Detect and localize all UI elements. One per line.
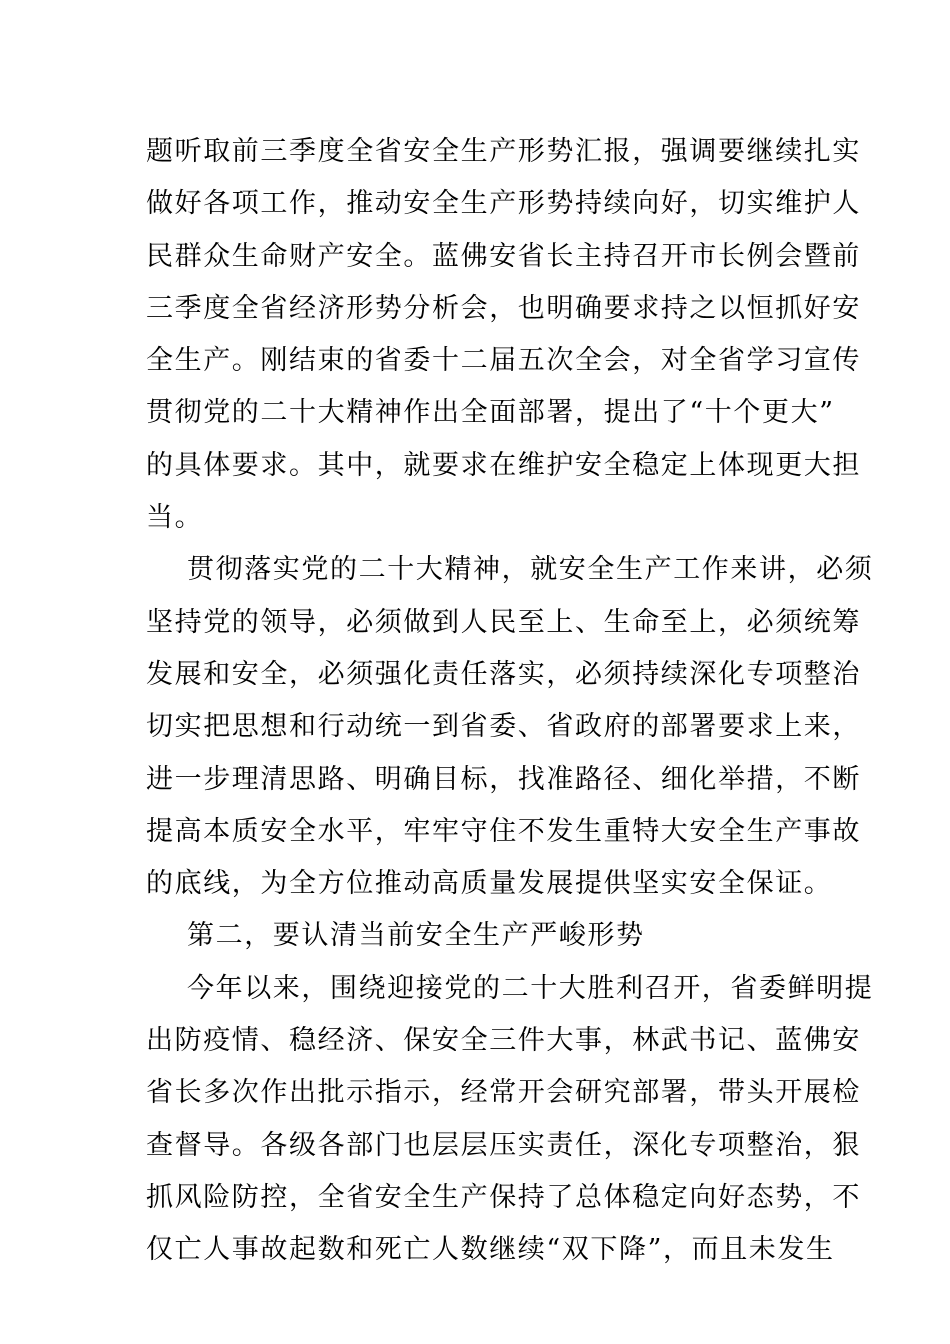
paragraph-1-line-2: 做好各项工作，推动安全生产形势持续向好，切实维护人 bbox=[146, 188, 861, 220]
paragraph-3-line-6: 仅亡人事故起数和死亡人数继续“双下降”，而且未发生 bbox=[146, 1234, 835, 1266]
paragraph-1-line-4: 三季度全省经济形势分析会，也明确要求持之以恒抓好安 bbox=[146, 292, 861, 324]
paragraph-3-line-3: 省长多次作出批示指示，经常开会研究部署，带头开展检 bbox=[146, 1077, 861, 1109]
paragraph-3-line-1: 今年以来，围绕迎接党的二十大胜利召开，省委鲜明提 bbox=[187, 972, 874, 1004]
paragraph-3-line-5: 抓风险防控，全省安全生产保持了总体稳定向好态势，不 bbox=[146, 1181, 861, 1213]
paragraph-1-line-3: 民群众生命财产安全。蓝佛安省长主持召开市长例会暨前 bbox=[146, 240, 861, 272]
paragraph-1-line-5: 全生产。刚结束的省委十二届五次全会，对全省学习宣传 bbox=[146, 345, 861, 377]
paragraph-3-line-4: 查督导。各级各部门也层层压实责任，深化专项整治，狠 bbox=[146, 1129, 861, 1161]
paragraph-1-line-1: 题听取前三季度全省安全生产形势汇报，强调要继续扎实 bbox=[146, 136, 861, 167]
section-heading: 第二，要认清当前安全生产严峻形势 bbox=[187, 920, 645, 952]
paragraph-3-line-2: 出防疫情、稳经济、保安全三件大事，林武书记、蓝佛安 bbox=[146, 1025, 861, 1057]
paragraph-2-line-6: 提高本质安全水平，牢牢守住不发生重特大安全生产事故 bbox=[146, 815, 861, 847]
document-body bbox=[146, 126, 874, 1277]
paragraph-2-line-3: 发展和安全，必须强化责任落实，必须持续深化专项整治 bbox=[146, 658, 861, 690]
paragraph-2-line-5: 进一步理清思路、明确目标，找准路径、细化举措，不断 bbox=[146, 763, 861, 795]
paragraph-1-line-7: 的具体要求。其中，就要求在维护安全稳定上体现更大担 bbox=[146, 449, 861, 481]
paragraph-2-line-2: 坚持党的领导，必须做到人民至上、生命至上，必须统筹 bbox=[146, 606, 861, 638]
paragraph-2-line-1: 贯彻落实党的二十大精神，就安全生产工作来讲，必须 bbox=[187, 554, 874, 586]
paragraph-2-line-7: 的底线，为全方位推动高质量发展提供坚实安全保证。 bbox=[146, 868, 833, 900]
paragraph-1-line-8: 当。 bbox=[146, 502, 204, 534]
paragraph-1-line-6: 贯彻党的二十大精神作出全面部署，提出了“十个更大” bbox=[146, 397, 835, 429]
paragraph-2-line-4: 切实把思想和行动统一到省委、省政府的部署要求上来， bbox=[146, 711, 861, 743]
